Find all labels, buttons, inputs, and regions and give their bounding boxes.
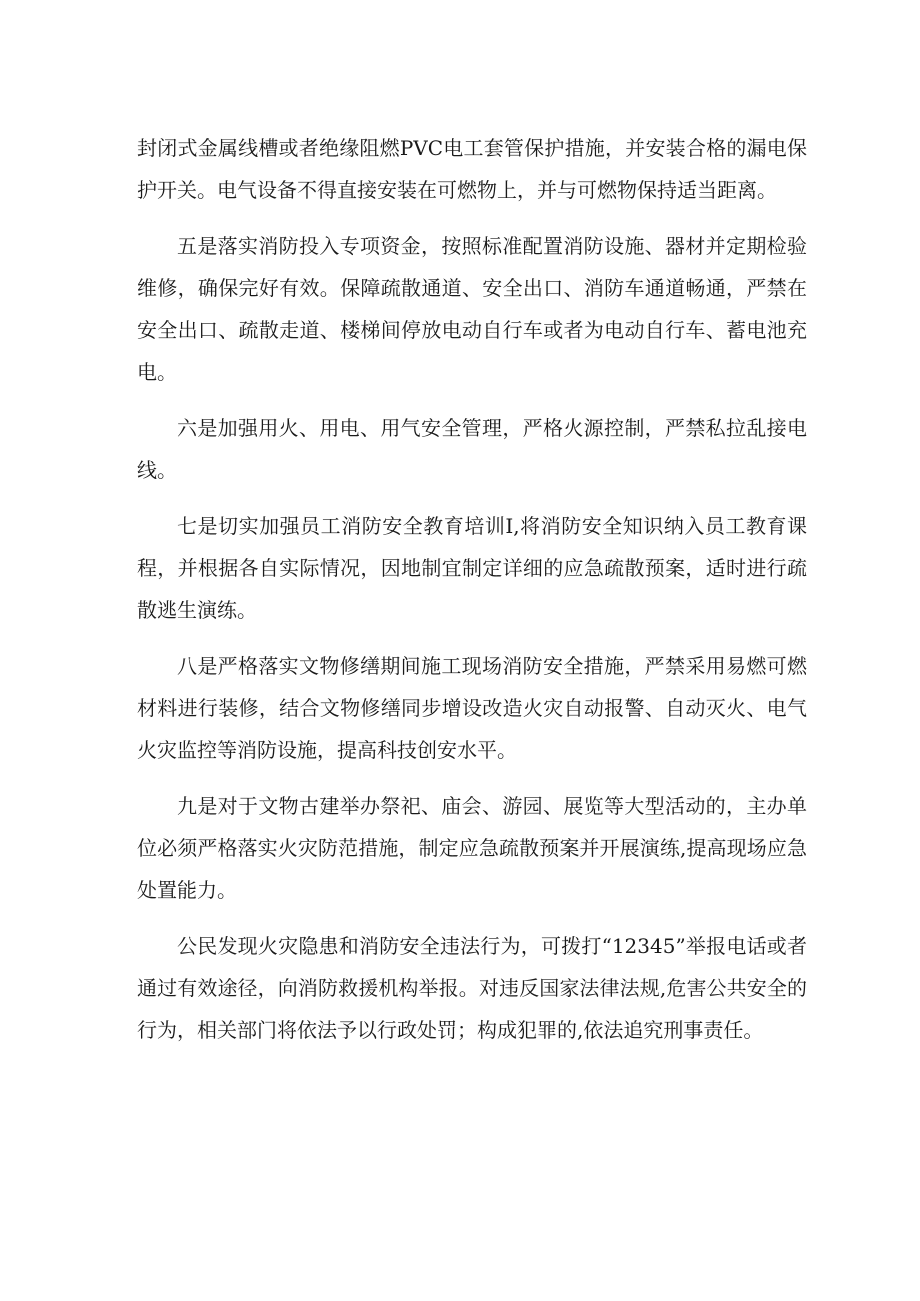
- paragraph-item-six-fire-use: 六是加强用火、用电、用气安全管理，严格火源控制，严禁私拉乱接电线。: [137, 416, 807, 482]
- paragraph-item-eight-restoration: 八是严格落实文物修缮期间施工现场消防安全措施，严禁采用易燃可燃材料进行装修，结合文物修缮同步增设改造火灾自动报警、自动灭火、电气火灾监控等消防设施，提高科技创安水平。: [137, 654, 807, 762]
- paragraph-item-five-funding: 五是落实消防投入专项资金，按照标准配置消防设施、器材并定期检验维修，确保完好有效。保障疏散通道、安全出口、消防车通道畅通，严禁在安全出口、疏散走道、楼梯间停放电动自行车或者为电动自行车、蓄电池充电。: [137, 234, 807, 384]
- paragraph-continuation-electrical-protection: 封闭式金属线槽或者绝缘阻燃PVC电工套管保护措施，并安装合格的漏电保护开关。电气设备不得直接安装在可燃物上，并与可燃物保持适当距离。: [137, 136, 807, 202]
- paragraph-item-nine-events: 九是对于文物古建举办祭祀、庙会、游园、展览等大型活动的，主办单位必须严格落实火灾防范措施，制定应急疏散预案并开展演练,提高现场应急处置能力。: [137, 794, 807, 902]
- paragraph-item-seven-training: 七是切实加强员工消防安全教育培训I,将消防安全知识纳入员工教育课程，并根据各自实际情况，因地制宜制定详细的应急疏散预案，适时进行疏散逃生演练。: [137, 514, 807, 622]
- paragraph-reporting: 公民发现火灾隐患和消防安全违法行为，可拨打“12345”举报电话或者通过有效途径，向消防救援机构举报。对违反国家法律法规,危害公共安全的行为，相关部门将依法予以行政处罚；构成犯罪的,依法追究刑事责任。: [137, 934, 807, 1042]
- document-body: [137, 127, 807, 1051]
